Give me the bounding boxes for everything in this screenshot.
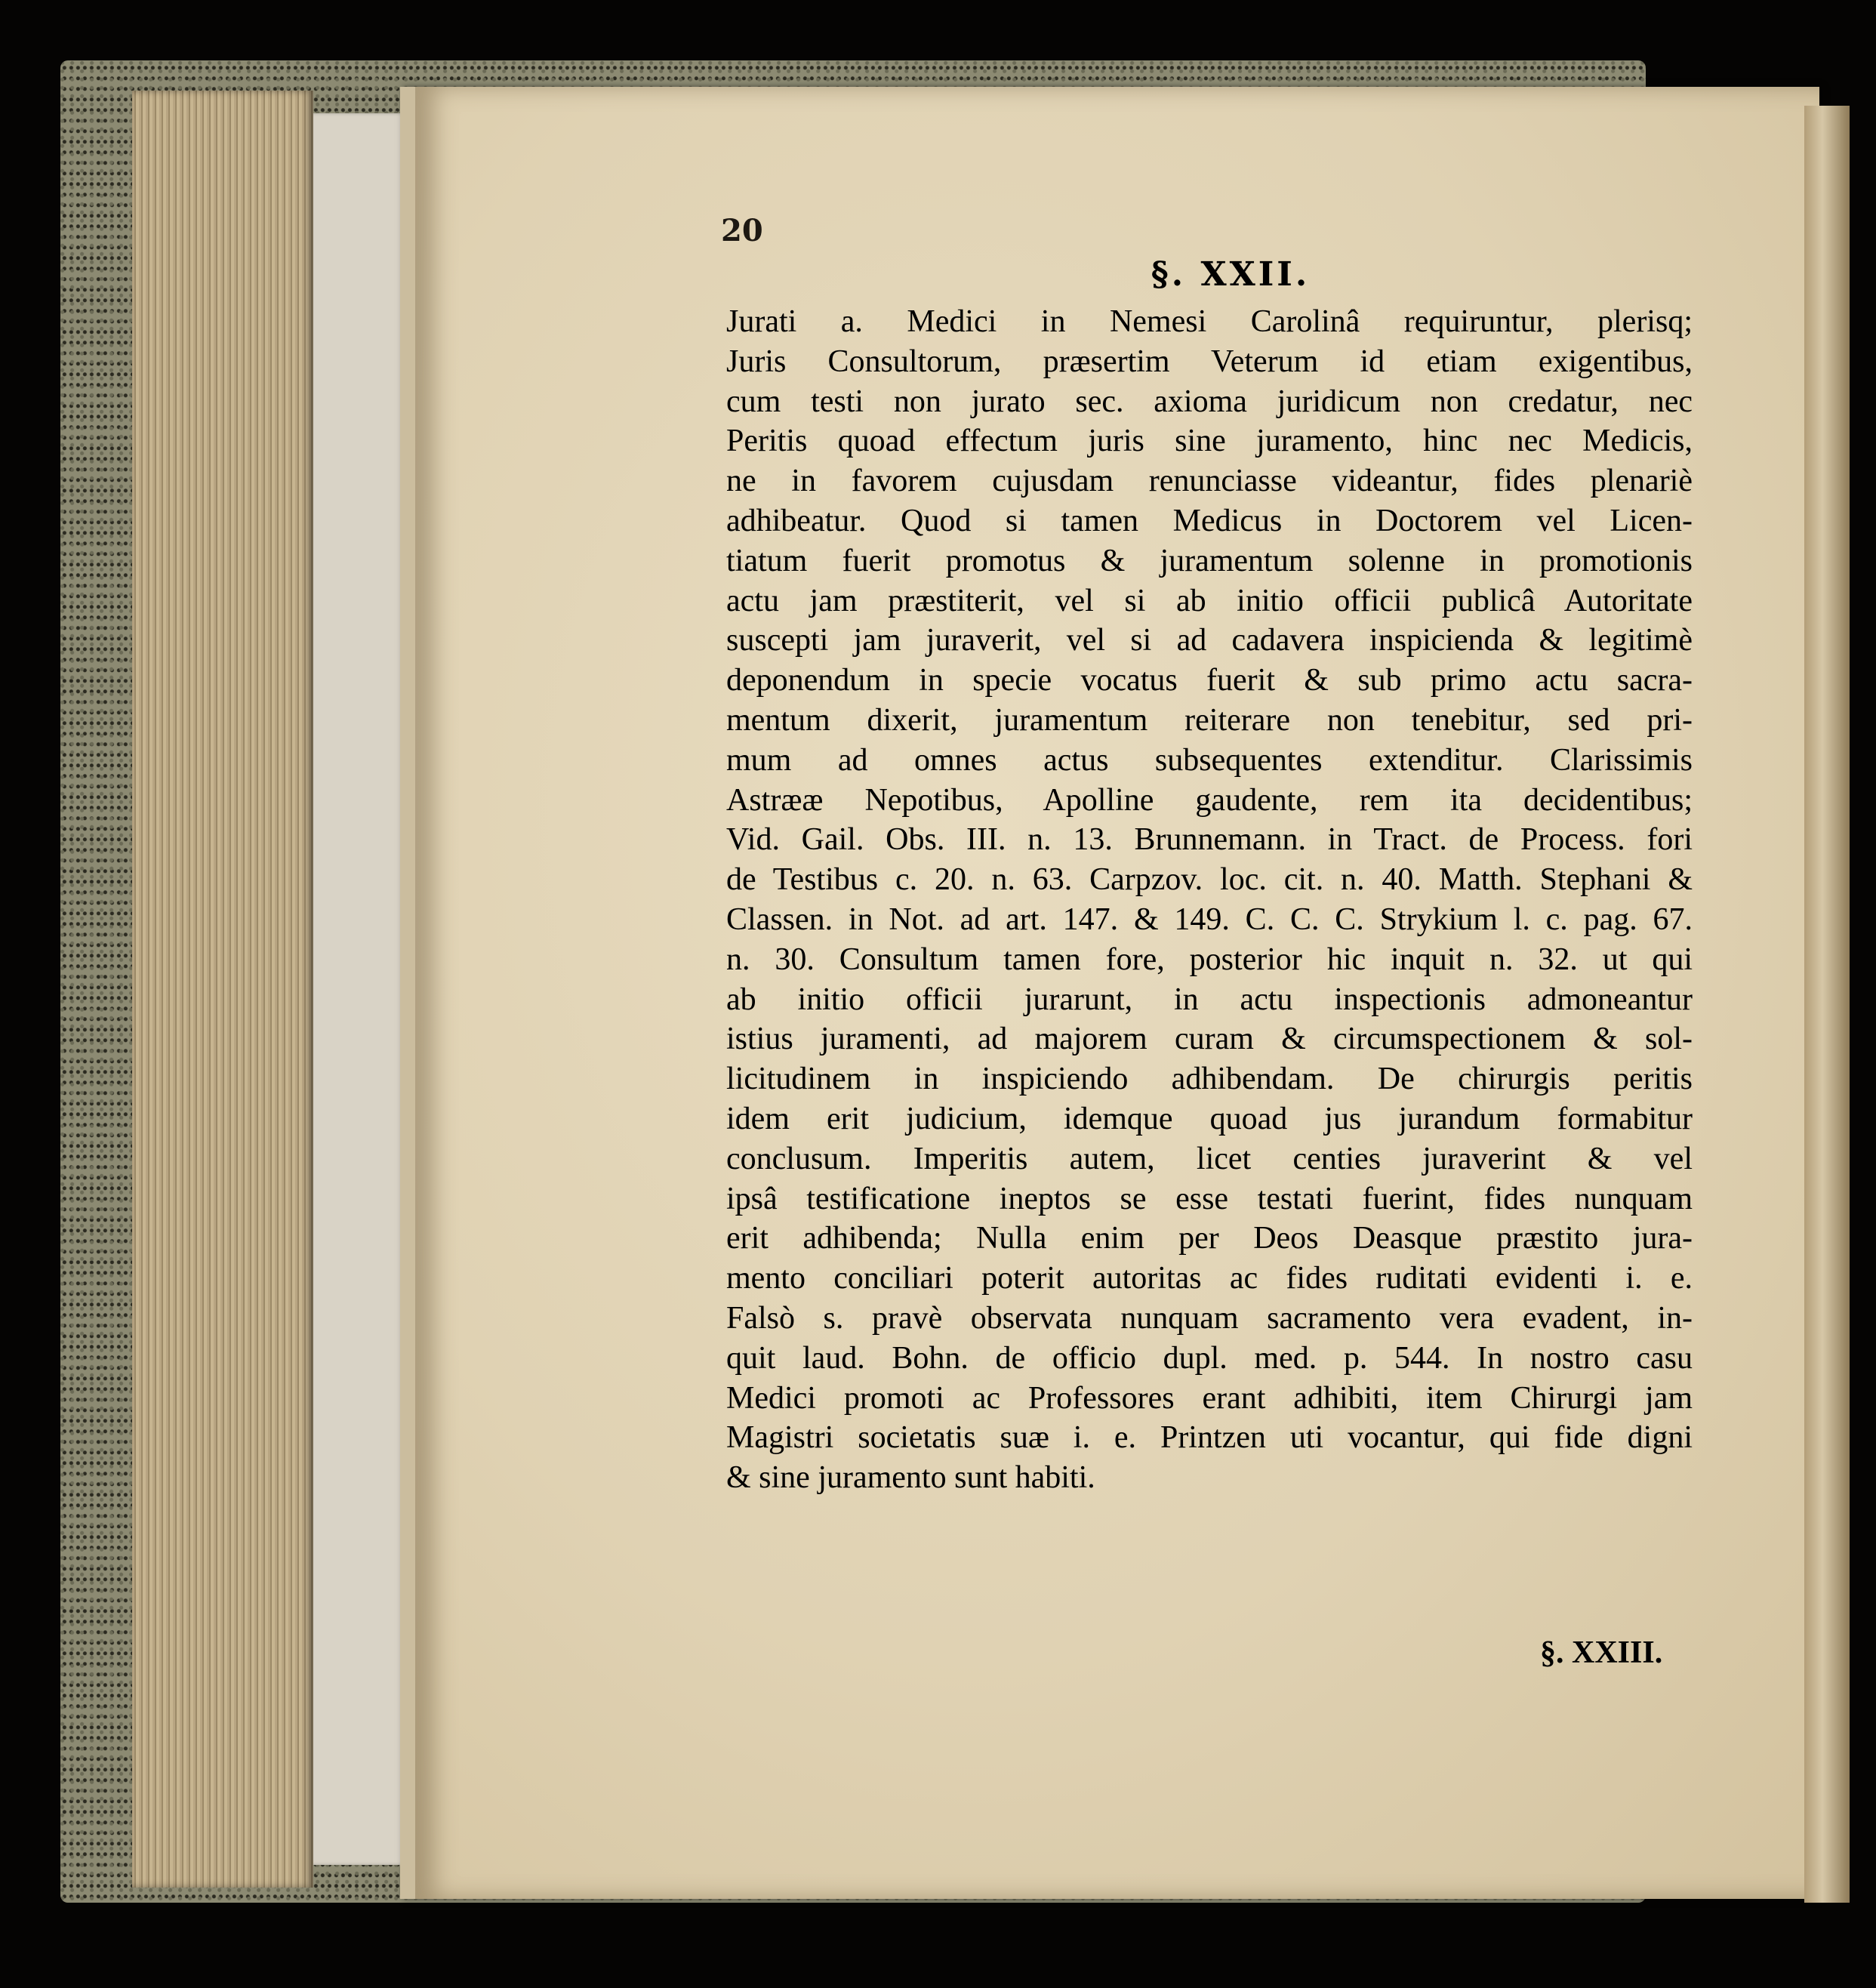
text-line: Falsò s. pravè observata nunquam sacramento vera evadent, in-	[726, 1300, 1693, 1336]
text-line: istius juramenti, ad majorem curam & circumspectionem & sol-	[726, 1022, 1693, 1057]
text-line: n. 30. Consultum tamen fore, posterior hic inquit n. 32. ut qui	[726, 942, 1693, 977]
body-text	[726, 302, 1693, 1498]
text-line: deponendum in specie vocatus fuerit & sub primo actu sacra-	[726, 663, 1693, 698]
text-line: de Testibus c. 20. n. 63. Carpzov. loc. cit. n. 40. Matth. Stephani &	[726, 862, 1693, 898]
page-number: 20	[721, 213, 763, 248]
text-line: Juris Consultorum, præsertim Veterum id etiam exigentibus,	[726, 344, 1693, 379]
text-line: Peritis quoad effectum juris sine juramento, hinc nec Medicis,	[726, 424, 1693, 459]
text-line: tiatum fuerit promotus & juramentum solenne in promotionis	[726, 543, 1693, 578]
section-heading: §. XXII.	[1151, 255, 1311, 294]
text-line: conclusum. Imperitis autem, licet centies juraverint & vel	[726, 1141, 1693, 1176]
text-line: actu jam præstiterit, vel si ab initio officii publicâ Autoritate	[726, 583, 1693, 618]
text-line: & sine juramento sunt habiti.	[726, 1460, 1095, 1496]
page-edge-right	[1804, 106, 1850, 1903]
text-line: ipsâ testificatione ineptos se esse testati fuerint, fides nunquam	[726, 1181, 1693, 1216]
text-line: quit laud. Bohn. de officio dupl. med. p. 544. In nostro casu	[726, 1340, 1693, 1376]
text-line: adhibeatur. Quod si tamen Medicus in Doctorem vel Licen-	[726, 503, 1693, 538]
text-line: ab initio officii jurarunt, in actu inspectionis admoneantur	[726, 982, 1693, 1017]
text-line: mum ad omnes actus subsequentes extenditur. Clarissimis	[726, 742, 1693, 778]
text-line: licitudinem in inspiciendo adhibendam. De chirurgis peritis	[726, 1062, 1693, 1097]
text-line: cum testi non jurato sec. axioma juridicum non credatur, nec	[726, 384, 1693, 419]
text-line: mentum dixerit, juramentum reiterare non tenebitur, sed pri-	[726, 702, 1693, 738]
text-line: idem erit judicium, idemque quoad jus jurandum formabitur	[726, 1101, 1693, 1136]
text-line: Astrææ Nepotibus, Apolline gaudente, rem ita decidentibus;	[726, 782, 1693, 818]
text-line: Medici promoti ac Professores erant adhibiti, item Chirurgi jam	[726, 1380, 1693, 1416]
text-line: Magistri societatis suæ i. e. Printzen uti vocantur, qui fide digni	[726, 1420, 1693, 1456]
text-line: Classen. in Not. ad art. 147. & 149. C. C. C. Strykium l. c. pag. 67.	[726, 902, 1693, 937]
text-line: suscepti jam juraverit, vel si ad cadavera inspicienda & legitimè	[726, 623, 1693, 658]
text-line: ne in favorem cujusdam renunciasse videantur, fides plenariè	[726, 464, 1693, 499]
catchword: §. XXIII.	[1540, 1635, 1663, 1670]
text-line: Jurati a. Medici in Nemesi Carolinâ requiruntur, plerisq;	[726, 304, 1693, 339]
text-line: Vid. Gail. Obs. III. n. 13. Brunnemann. in Tract. de Process. fori	[726, 822, 1693, 858]
page-stack-left	[132, 91, 313, 1888]
text-line: mento conciliari poterit autoritas ac fides ruditati evidenti i. e.	[726, 1261, 1693, 1296]
text-line: erit adhibenda; Nulla enim per Deos Deasque præstito jura-	[726, 1221, 1693, 1256]
